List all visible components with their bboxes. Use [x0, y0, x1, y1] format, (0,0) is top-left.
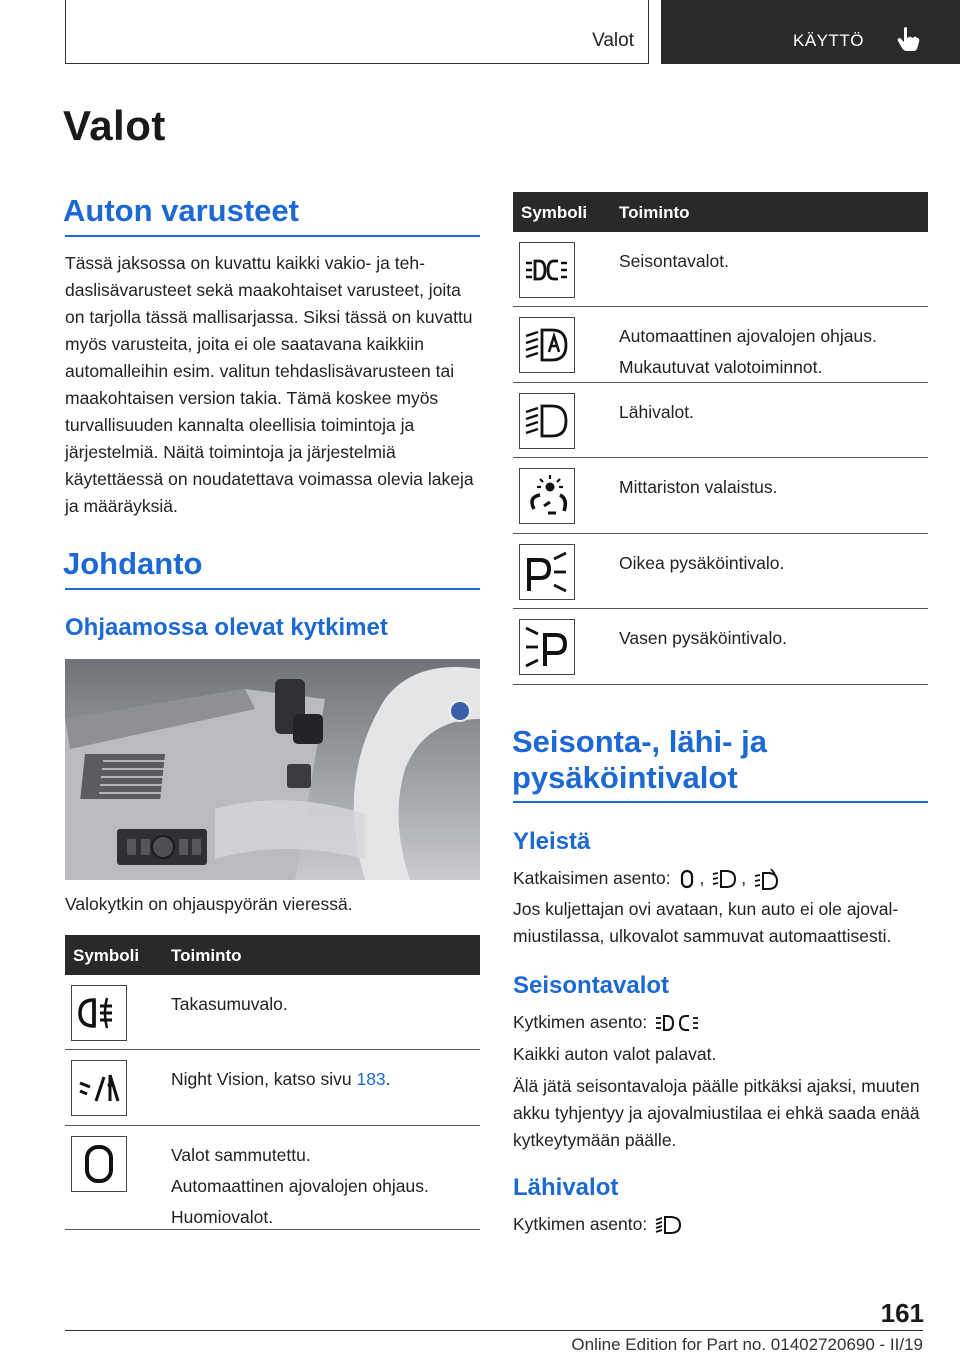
parking-switch-line: Kytkimen asento: [513, 1009, 706, 1036]
general-paragraph: Jos kuljettajan ovi avataan, kun auto ei ole ajovalmiustilassa, ulkovalot sammuvat automaattisesti. [513, 899, 899, 946]
left-parking-light-icon [519, 619, 575, 675]
parking-lights-icon [519, 242, 575, 298]
parking-paragraph-1: Kaikki auton valot palavat. [513, 1044, 717, 1064]
row-function-text: Takasumuvalo. [171, 994, 288, 1014]
row-function-text: Night Vision, katso sivu 183. [171, 1069, 391, 1089]
header-function: Toiminto [171, 946, 242, 965]
auto-headlight-icon [753, 868, 781, 890]
light-switch-photo [65, 659, 480, 880]
table-row [513, 383, 928, 458]
rear-fog-light-icon [71, 985, 127, 1041]
header-chapter-box [65, 0, 649, 64]
lowbeam-switch-line: Kytkimen asento: [513, 1211, 686, 1238]
row-function-text: Lähivalot. [619, 402, 694, 422]
lights-heading-rule [513, 801, 928, 803]
footer-rule [65, 1330, 923, 1331]
table-row [513, 534, 928, 609]
photo-caption: Valokytkin on ohjauspyörän vieressä. [65, 894, 353, 914]
low-beam-icon [519, 393, 575, 449]
right-symbol-table [513, 192, 928, 685]
intro-heading-rule [65, 588, 480, 590]
header-chapter-title: Valot [592, 30, 634, 51]
table-row [513, 609, 928, 685]
footer-edition: Online Edition for Part no. 01402720690 - II/19 [571, 1335, 923, 1354]
left-symbol-table [65, 935, 480, 1230]
auto-headlight-icon [519, 317, 575, 373]
lowbeam-heading: Lähivalot [513, 1174, 619, 1201]
intro-heading: Johdanto [63, 546, 203, 581]
table-row [65, 1126, 480, 1230]
hand-pointer-icon [897, 26, 921, 52]
parking-lights-icon [654, 1012, 704, 1034]
parking-heading: Seisontavalot [513, 972, 670, 999]
switch-position-line: Katkaisimen asento: , , [513, 865, 933, 892]
table-row [513, 307, 928, 383]
zero-position-icon [71, 1136, 127, 1192]
general-heading: Yleistä [513, 828, 591, 855]
equipment-paragraph: Tässä jaksossa on kuvattu kaikki vakio- ja tehdaslisävarusteet sekä maakohtaiset varusteet, joita on tarjolla tässä mallisarjassa. Siksi tässä on kuvattu myös varusteita, joita ei ole saatavana kaikkiin automalleihin esim. valitun tehdaslisävarusteen tai maakohtaisen version takia. Tämä koskee myös turvallisuuden kannalta oleellisia toimintoja ja järjestelmiä. Näitä toimintoja ja järjestelmiä käytettäessä on noudatettava voimassa olevia lakeja ja määräyksiä. [65, 253, 474, 516]
parking-lights-icon [711, 868, 739, 890]
table-header [513, 192, 928, 232]
night-vision-icon [71, 1060, 127, 1116]
lights-heading: Seisonta-, lähi- ja pysäköintivalot [512, 724, 767, 795]
table-row [65, 1050, 480, 1126]
row-function-text: Automaattinen ajovalojen ohjaus. Mukautuvat valotoiminnot. [619, 326, 877, 377]
page-link-183[interactable]: 183 [356, 1069, 386, 1089]
equipment-heading-rule [65, 235, 480, 237]
instrument-lighting-icon [519, 468, 575, 524]
page-title: Valot [63, 102, 166, 149]
parking-paragraph-2: Älä jätä seisontavaloja päälle pitkäksi ajaksi, muuten akku tyhjentyy ja ajovalmiustilaa ei ehkä saada enää kytkeytymään päälle. [513, 1076, 920, 1150]
row-function-text: Seisontavalot. [619, 251, 729, 271]
row-function-text: Vasen pysäköintivalo. [619, 628, 787, 648]
table-row [513, 458, 928, 534]
switches-heading: Ohjaamossa olevat kytkimet [65, 614, 388, 641]
header-symbol: Symboli [73, 946, 140, 965]
header-function: Toiminto [619, 203, 690, 222]
header-symbol: Symboli [521, 203, 588, 222]
row-function-text: Oikea pysäköintivalo. [619, 553, 785, 573]
header-section-label: KÄYTTÖ [793, 31, 865, 50]
table-row [65, 975, 480, 1050]
low-beam-icon [654, 1214, 684, 1236]
row-function-text: Mittariston valaistus. [619, 477, 778, 497]
zero-position-icon [677, 868, 697, 890]
equipment-heading: Auton varusteet [63, 193, 299, 228]
row-function-text: Valot sammutettu. Automaattinen ajovalojen ohjaus. Huomiovalot. [171, 1145, 429, 1227]
right-parking-light-icon [519, 544, 575, 600]
table-row [513, 232, 928, 307]
table-header [65, 935, 480, 975]
header-section-box [661, 0, 960, 64]
page-number: 161 [880, 1298, 924, 1328]
